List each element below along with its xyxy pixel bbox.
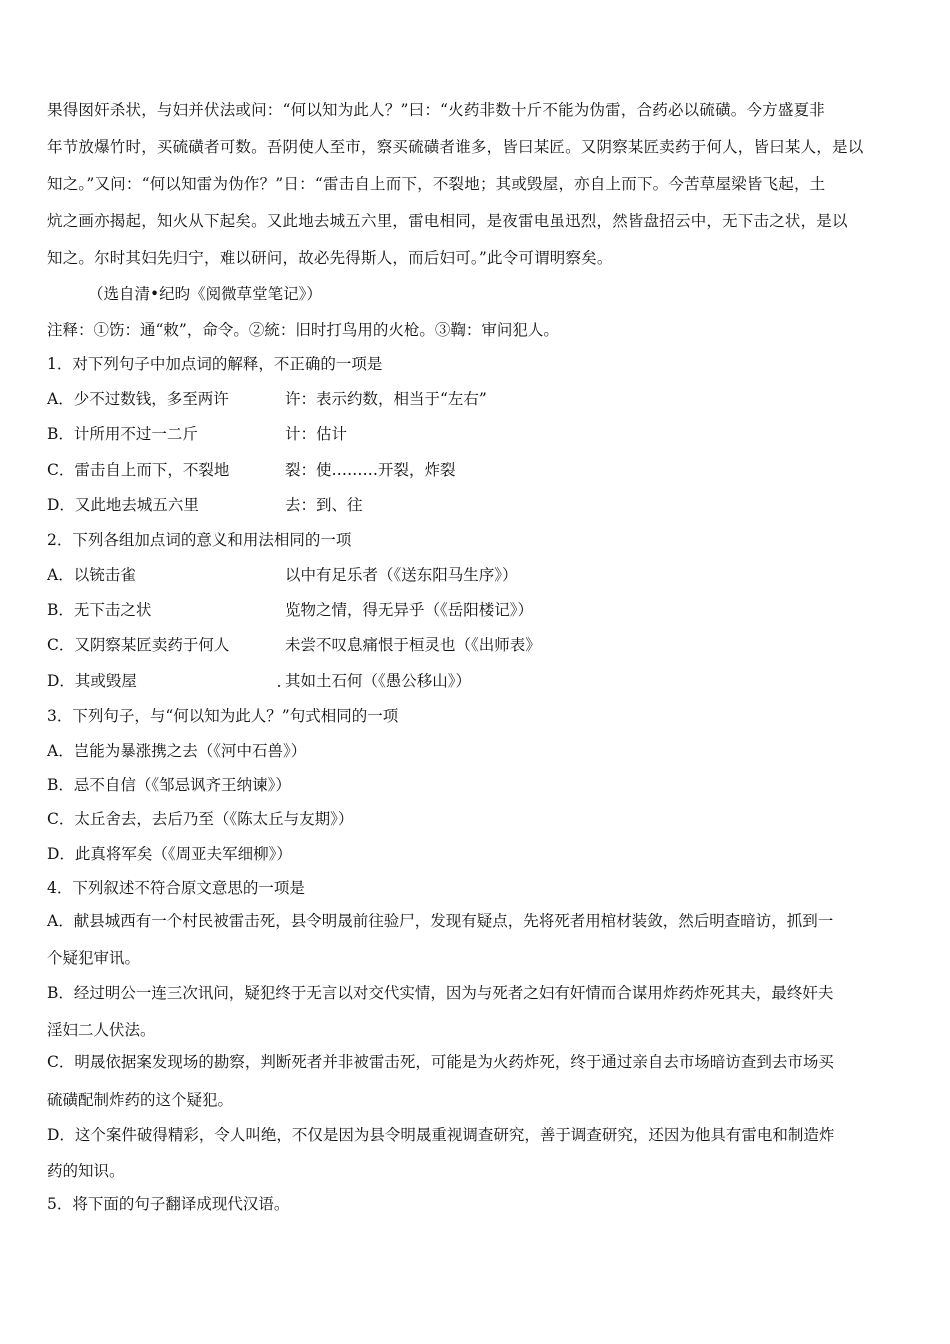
question-5-stem: 5．将下面的句子翻译成现代汉语。 [47, 1195, 290, 1213]
question-2-stem: 2．下列各组加点词的意义和用法相同的一项 [47, 531, 352, 549]
question-4-option-c: C．明晟依据案发现场的勘察，判断死者并非被雷击死，可能是为火药炸死，终于通过亲自去市场暗访查到去市场买 [47, 1053, 834, 1071]
emphasis-dot [278, 685, 280, 687]
question-2-option-d-pair: 其如土石何（《愚公移山》） [285, 672, 472, 690]
question-2-option-b: B．无下击之状 [47, 601, 152, 619]
passage-line: 知之。”又问：“何以知雷为伪作？”日：“雷击自上而下，不裂地；其或毁屋，亦自上而下。今苦草屋梁皆飞起，土 [47, 175, 826, 193]
question-3-stem: 3．下列句子，与“何以知为此人？”句式相同的一项 [47, 707, 399, 725]
passage-line: 年节放爆竹时，买硫磺者可数。吾阴使人至市，察买硫磺者谁多，皆曰某匠。又阴察某匠卖药于何人，皆曰某人，是以 [47, 138, 864, 156]
question-4-option-a-cont: 个疑犯审讯。 [47, 949, 141, 967]
question-4-option-d: D．这个案件破得精彩，令人叫绝，不仅是因为县令明晟重视调查研究，善于调查研究，还因为他具有雷电和制造炸 [47, 1126, 835, 1144]
question-4-stem: 4．下列叙述不符合原文意思的一项是 [47, 879, 305, 897]
question-3-option-a: A．岂能为暴涨携之去（《河中石兽》） [47, 742, 307, 760]
question-4-option-c-cont: 硫磺配制炸药的这个疑犯。 [47, 1091, 234, 1109]
question-2-option-d: D．其或毁屋 [47, 672, 137, 690]
question-4-option-a: A．献县城西有一个村民被雷击死，县令明晟前往验尸，发现有疑点，先将死者用棺材装敛，然后明查暗访，抓到一 [47, 912, 834, 930]
question-1-option-b: B．计所用不过一二斤 [47, 425, 198, 443]
question-3-option-d: D．此真将军矣（《周亚夫军细柳》） [47, 845, 292, 863]
question-2-option-a: A．以铳击雀 [47, 566, 136, 584]
question-1-option-a-gloss: 许：表示约数，相当于“左右” [285, 390, 487, 408]
question-2-option-c: C．又阴察某匠卖药于何人 [47, 636, 230, 654]
question-2-option-a-pair: 以中有足乐者（《送东阳马生序》） [285, 566, 518, 584]
question-4-option-d-cont: 药的知识。 [47, 1162, 125, 1180]
question-1-stem: 1．对下列句子中加点词的解释，不正确的一项是 [47, 355, 383, 373]
question-2-option-b-pair: 览物之情，得无异乎（《岳阳楼记》） [285, 601, 534, 619]
question-1-option-d-gloss: 去：到、往 [285, 496, 363, 514]
question-1-option-b-gloss: 计：估计 [285, 425, 348, 443]
passage-line: 知之。尔时其妇先归宁，难以研问，故必先得斯人，而后妇可。”此令可谓明察矣。 [47, 249, 613, 267]
question-4-option-b: B．经过明公一连三次讯问，疑犯终于无言以对交代实情，因为与死者之妇有奸情而合谋用炸药炸死其夫，最终奸夫 [47, 984, 834, 1002]
question-1-option-d: D．又此地去城五六里 [47, 496, 199, 514]
passage-source: （选自清•纪昀《阅微草堂笔记》） [88, 285, 322, 303]
question-3-option-b: B．忌不自信（《邹忌讽齐王纳谏》） [47, 776, 291, 794]
annotation-notes: 注释：①饬：通“敕”，命令。②統：旧时打鸟用的火枪。③鞫：审问犯人。 [47, 321, 559, 339]
question-2-option-c-pair: 未尝不叹息痛恨于桓灵也（《出师表》 [285, 636, 541, 654]
question-1-option-c-gloss: 裂：使………开裂，炸裂 [285, 461, 456, 479]
passage-line: 炕之画亦揭起，知火从下起矣。又此地去城五六里，雷电相同，是夜雷电虽迅烈，然皆盘招云中，无下击之状，是以 [47, 212, 848, 230]
classical-passage [47, 92, 907, 277]
passage-line: 果得囡奸杀状，与妇并伏法或问：“何以知为此人？”曰：“火药非数十斤不能为伪雷，合药必以硫磺。今方盛夏非 [47, 101, 825, 119]
question-4-option-b-cont: 淫妇二人伏法。 [47, 1021, 156, 1039]
question-1-option-a: A．少不过数钱，多至两许 [47, 390, 229, 408]
question-3-option-c: C．太丘舍去，去后乃至（《陈太丘与友期》） [47, 810, 354, 828]
question-1-option-c: C．雷击自上而下，不裂地 [47, 461, 230, 479]
